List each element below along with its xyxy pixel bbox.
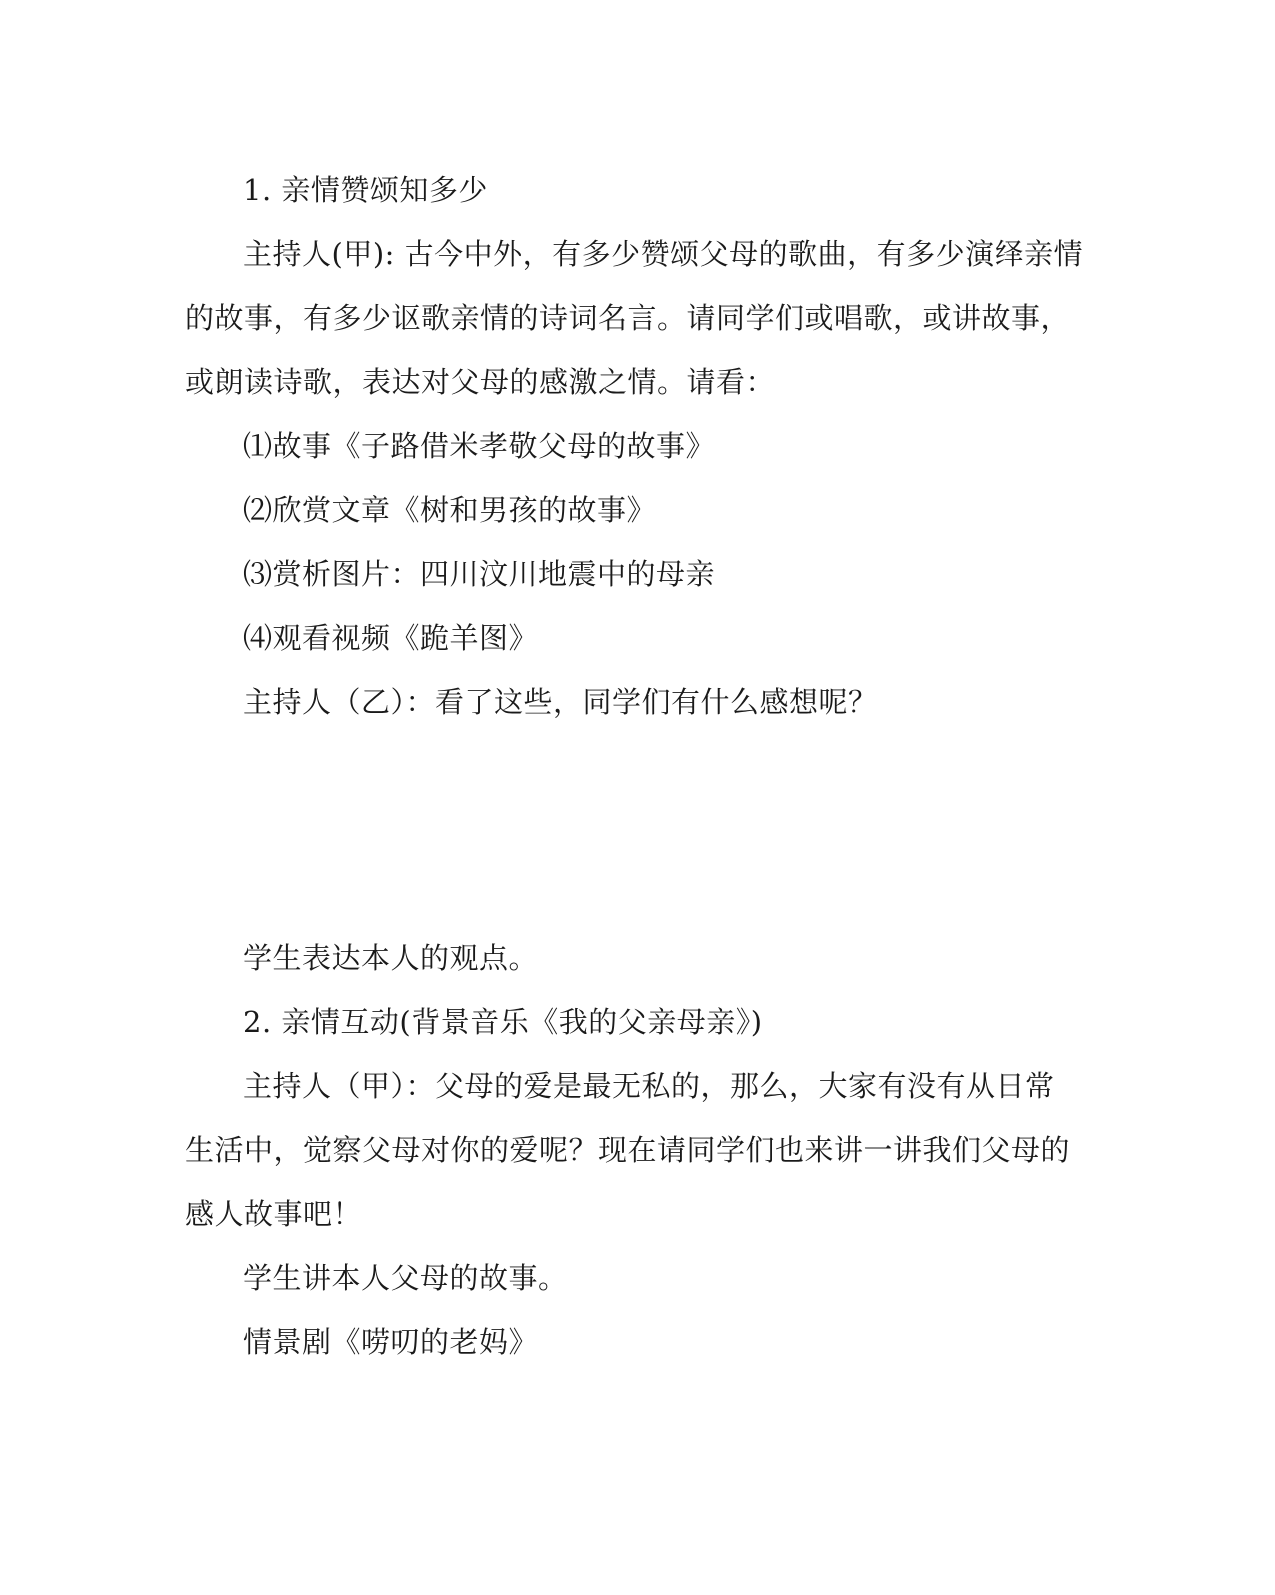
host-a2-paragraph-line2: 生活中，觉察父母对你的爱呢？现在请同学们也来讲一讲我们父母的 <box>185 1133 1071 1167</box>
students-tell-stories: 学生讲本人父母的故事。 <box>243 1261 568 1295</box>
host-a2-paragraph-line3: 感人故事吧！ <box>185 1197 363 1231</box>
host-a-paragraph-line1: 主持人(甲): 古今中外，有多少赞颂父母的歌曲，有多少演绎亲情 <box>243 237 1084 271</box>
section2-heading: 2. 亲情互动(背景音乐《我的父亲母亲》) <box>243 1005 763 1039</box>
list-item-picture: ⑶赏析图片：四川汶川地震中的母亲 <box>243 557 716 591</box>
section1-heading: 1. 亲情赞颂知多少 <box>243 173 488 207</box>
list-item-article: ⑵欣赏文章《树和男孩的故事》 <box>243 493 657 527</box>
host-a2-paragraph-line1: 主持人（甲）：父母的爱是最无私的，那么，大家有没有从日常 <box>243 1069 1055 1103</box>
skit-title: 情景剧《唠叨的老妈》 <box>243 1325 539 1359</box>
students-express-views: 学生表达本人的观点。 <box>243 941 539 975</box>
list-item-story: ⑴故事《子路借米孝敬父母的故事》 <box>243 429 716 463</box>
host-a-paragraph-line3: 或朗读诗歌，表达对父母的感激之情。请看： <box>185 365 776 399</box>
host-a-paragraph-line2: 的故事，有多少讴歌亲情的诗词名言。请同学们或唱歌，或讲故事， <box>185 301 1071 335</box>
list-item-video: ⑷观看视频《跪羊图》 <box>243 621 539 655</box>
host-b-question: 主持人（乙）：看了这些，同学们有什么感想呢？ <box>243 685 878 719</box>
